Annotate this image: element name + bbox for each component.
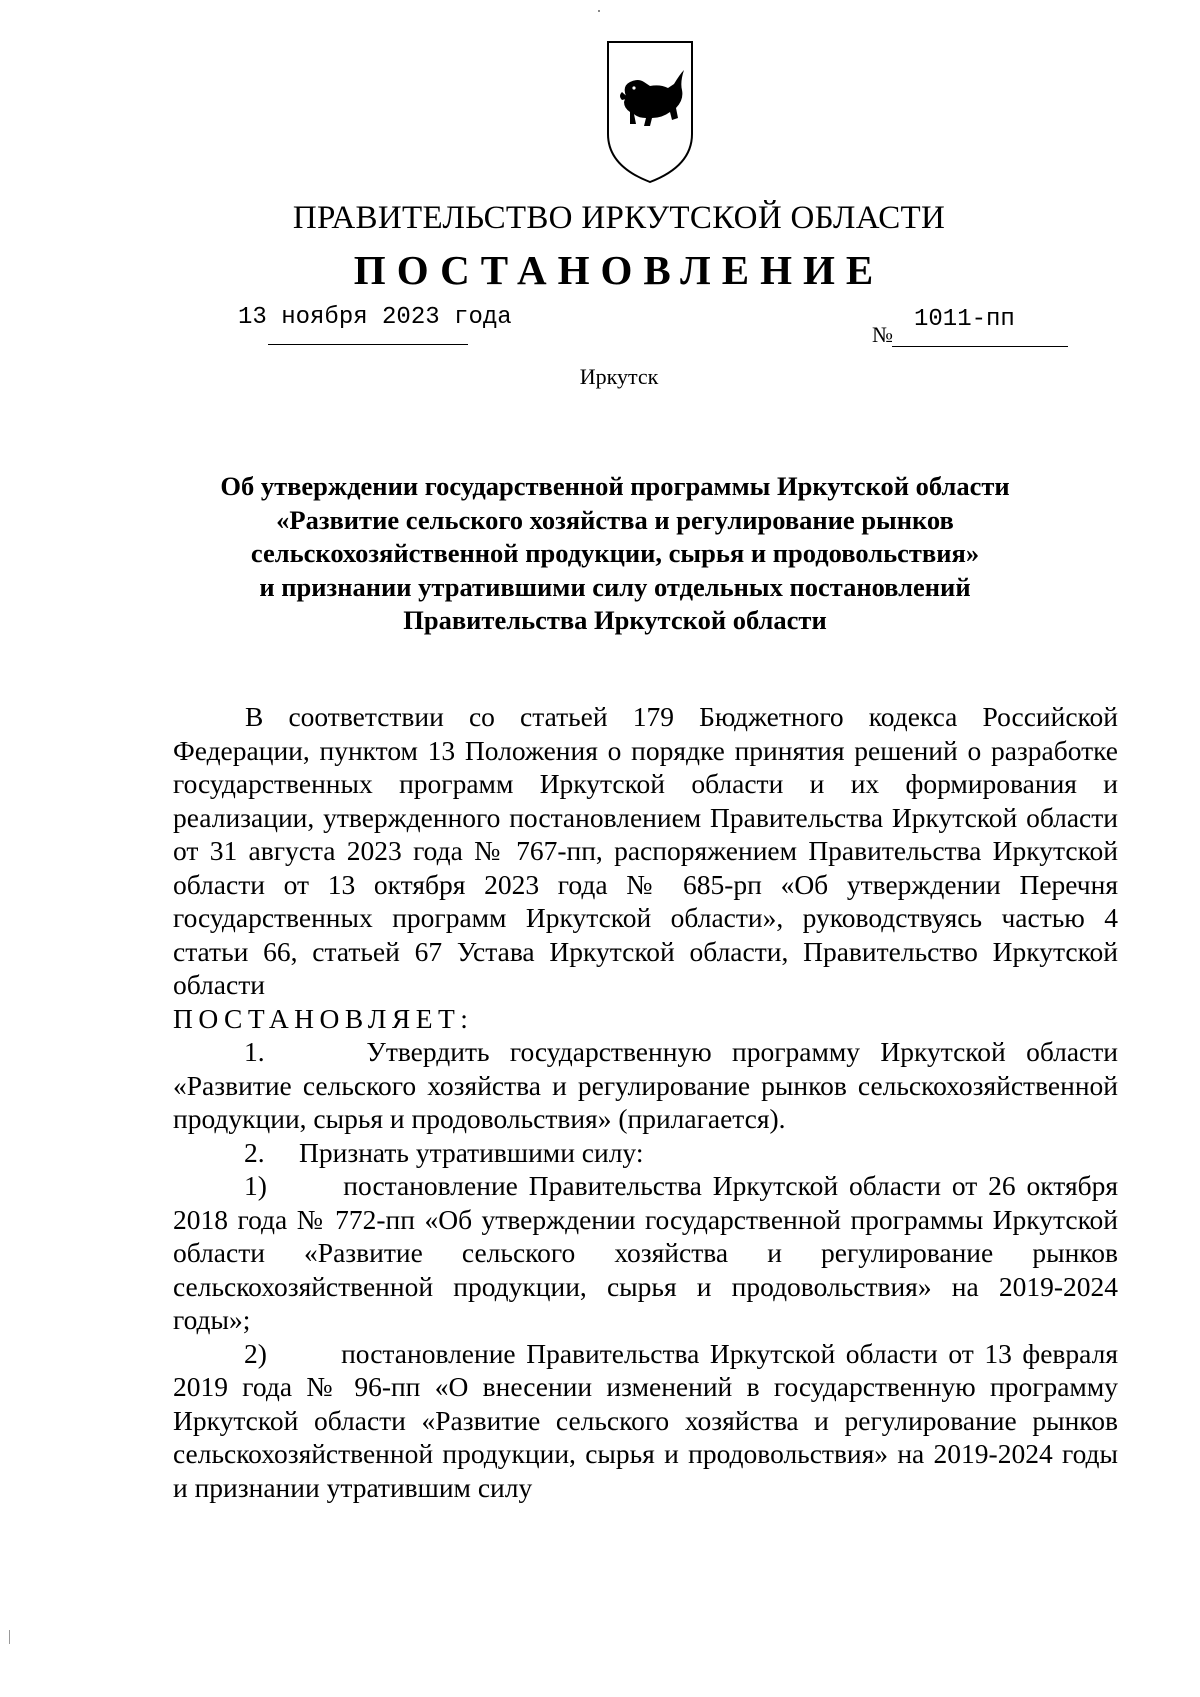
- document-city: Иркутск: [579, 364, 659, 389]
- document-number: 1011-пп: [914, 306, 1015, 333]
- subject-line: сельскохозяйственной продукции, сырья и продовольствия»: [250, 538, 980, 568]
- document-subject: [200, 470, 1030, 638]
- item-2-paragraph: 2. Признать утратившими силу:: [244, 1136, 644, 1168]
- subject-line: «Развитие сельского хозяйства и регулирование рынков: [276, 504, 954, 535]
- document-type-title: ПОСТАНОВЛЕНИЕ: [353, 247, 885, 293]
- subitem-2-paragraph: 2) постановление Правительства Иркутской области от 13 февраля 2019 года № 96-пп «О внесении изменений в государственную программу Иркутской области «Развитие сельского хозяйства и регулирование рынков сельскохозяйственной продукции, сырья и продовольствия» на 2019-2024 годы и признании утратившим силу: [173, 1337, 1118, 1503]
- coat-of-arms-icon: [604, 38, 696, 186]
- document-date: 13 ноября 2023 года: [238, 304, 512, 331]
- subitem-1-paragraph: 1) постановление Правительства Иркутской области от 26 октября 2018 года № 772-пп «Об утверждении государственной программы Иркутской области «Развитие сельского хозяйства и регулирование рынков сельскохозяйственной продукции, сырья и продовольствия» на 2019-2024 годы»;: [173, 1170, 1118, 1335]
- government-name: ПРАВИТЕЛЬСТВО ИРКУТСКОЙ ОБЛАСТИ: [292, 200, 946, 236]
- document-body: [173, 700, 1118, 1504]
- preamble-paragraph: В соответствии со статьей 179 Бюджетного кодекса Российской Федерации, пунктом 13 Положения о порядке принятия решений о разработке государственных программ Иркутской области и их формирования и реализации, утвержденного постановлением Правительства Иркутской области от 31 августа 2023 года № 767-пп, распоряжением Правительства Иркутской области от 13 октября 2023 года № 685-рп «Об утверждении Перечня государственных программ Иркутской области», руководствуясь частью 4 статьи 66, статьей 67 Устава Иркутской области, Правительство Иркутской области: [173, 701, 1118, 1000]
- scan-margin-mark: [9, 1630, 10, 1644]
- resolves-heading: ПОСТАНОВЛЯЕТ:: [173, 1002, 474, 1034]
- subject-line: Об утверждении государственной программы Иркутской области: [220, 471, 1010, 501]
- item-1-paragraph: 1. Утвердить государственную программу Иркутской области «Развитие сельского хозяйства и регулирование рынков сельскохозяйственной продукции, сырья и продовольствия» (прилагается).: [173, 1036, 1118, 1134]
- scan-speck: [598, 10, 600, 12]
- subject-line: Правительства Иркутской области: [403, 605, 827, 635]
- date-underline: [268, 344, 468, 345]
- number-underline: [892, 346, 1068, 347]
- subject-line: и признании утратившими силу отдельных постановлений: [259, 571, 971, 602]
- number-sign: №: [872, 322, 893, 347]
